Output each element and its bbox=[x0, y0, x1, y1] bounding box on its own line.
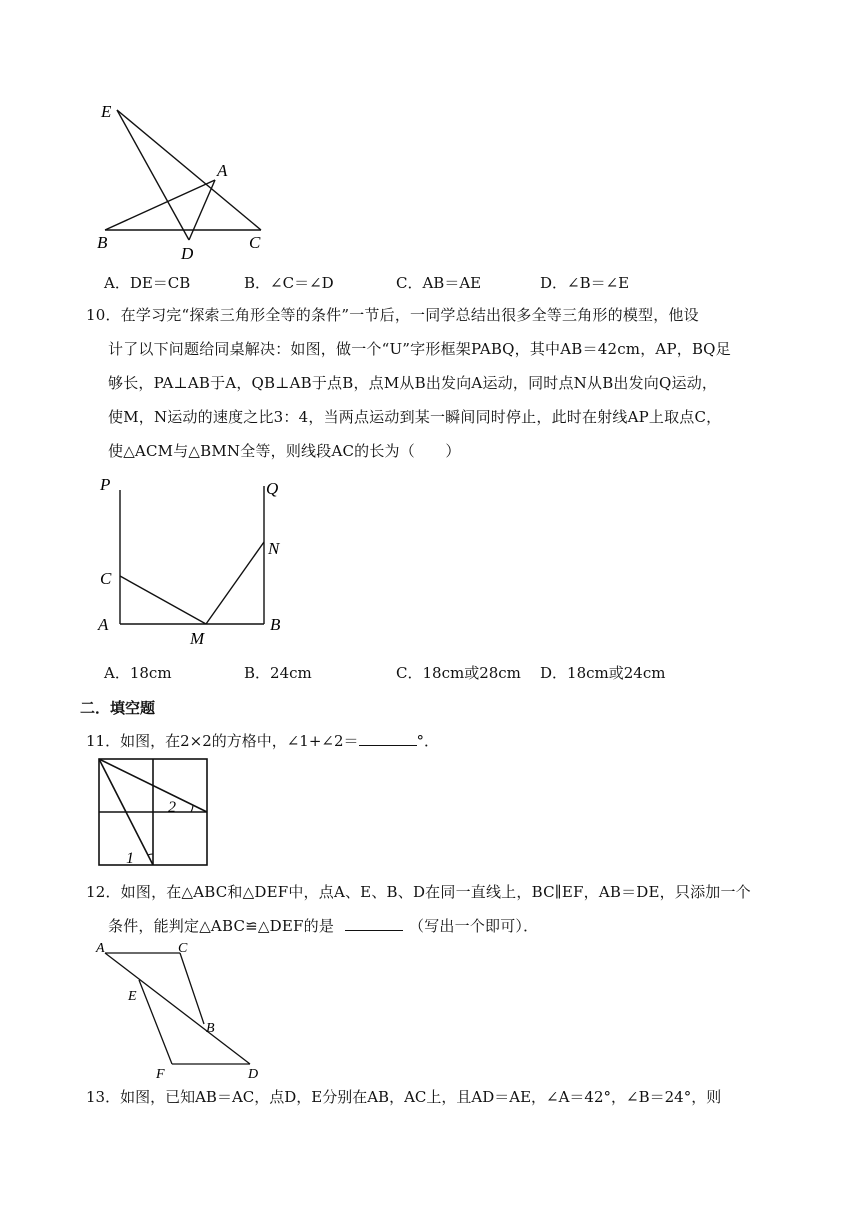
q10-option-c: C．18cm或28cm bbox=[396, 664, 521, 682]
q9-option-d: D．∠B＝∠E bbox=[540, 274, 630, 292]
q12-suffix: （写出一个即可）． bbox=[409, 917, 539, 935]
q10-label-Q: Q bbox=[266, 479, 279, 498]
q9-option-b: B．∠C＝∠D bbox=[244, 274, 334, 292]
q11-suffix: °． bbox=[416, 732, 440, 750]
q12-text: 条件，能判定△ABC≌△DEF的是 bbox=[108, 917, 335, 935]
q10-line: 使M，N运动的速度之比3：4，当两点运动到某一瞬间同时停止，此时在射线AP上取点C， bbox=[108, 408, 722, 426]
q10-line: 使△ACM与△BMN全等，则线段AC的长为（ ） bbox=[108, 442, 461, 460]
q9-label-A: A bbox=[217, 161, 228, 180]
q12-line-2 bbox=[108, 915, 538, 936]
q10-figure bbox=[92, 474, 302, 654]
q12-label-F: F bbox=[156, 1067, 165, 1082]
q10-option-b: B．24cm bbox=[244, 664, 312, 682]
q12-label-E: E bbox=[128, 989, 137, 1004]
q11-angle-1-label: 1 bbox=[126, 850, 134, 867]
q11-answer-blank[interactable] bbox=[359, 731, 417, 746]
q9-label-E: E bbox=[101, 102, 112, 121]
q13-question: 13．如图，已知AB＝AC，点D，E分别在AB，AC上，且AD＝AE，∠A＝42°，∠B＝24°，则 bbox=[86, 1088, 722, 1106]
q10-label-N: N bbox=[268, 539, 280, 558]
q10-line: 计了以下问题给同桌解决：如图，做一个“U”字形框架PABQ，其中AB＝42cm，AP，BQ足 bbox=[108, 340, 731, 358]
q12-label-D: D bbox=[248, 1067, 259, 1082]
q10-line: 10．在学习完“探索三角形全等的条件”一节后，一同学总结出很多全等三角形的模型，他设 bbox=[86, 306, 699, 324]
q12-label-A: A bbox=[96, 941, 105, 956]
q10-line: 够长，PA⊥AB于A，QB⊥AB于点B，点M从B出发向A运动，同时点N从B出发向Q运动， bbox=[108, 374, 718, 392]
q12-answer-blank[interactable] bbox=[345, 916, 403, 931]
q10-label-P: P bbox=[100, 475, 111, 494]
q10-label-A: A bbox=[98, 615, 109, 634]
section-heading: 二．填空题 bbox=[80, 699, 156, 717]
q10-option-d: D．18cm或24cm bbox=[540, 664, 666, 682]
q9-option-a: A．DE＝CB bbox=[104, 274, 191, 292]
q12-figure bbox=[92, 936, 272, 1082]
q11-question bbox=[86, 730, 439, 751]
q10-label-B: B bbox=[270, 615, 281, 634]
q11-angle-2-label: 2 bbox=[168, 799, 176, 816]
q9-figure bbox=[95, 96, 275, 266]
q9-label-C: C bbox=[249, 233, 261, 252]
q10-label-C: C bbox=[100, 569, 112, 588]
q11-grid-figure bbox=[96, 756, 212, 870]
q9-option-c: C．AB＝AE bbox=[396, 274, 482, 292]
q10-label-M: M bbox=[190, 629, 205, 648]
q12-label-B: B bbox=[206, 1021, 215, 1036]
q12-line: 12．如图，在△ABC和△DEF中，点A、E、B、D在同一直线上，BC∥EF，AB＝DE，只添加一个 bbox=[86, 883, 751, 901]
q9-label-B: B bbox=[97, 233, 108, 252]
q12-label-C: C bbox=[178, 941, 188, 956]
q9-label-D: D bbox=[181, 244, 194, 263]
q10-option-a: A．18cm bbox=[104, 664, 172, 682]
q11-text: 11．如图，在2×2的方格中，∠1+∠2＝ bbox=[86, 732, 359, 750]
